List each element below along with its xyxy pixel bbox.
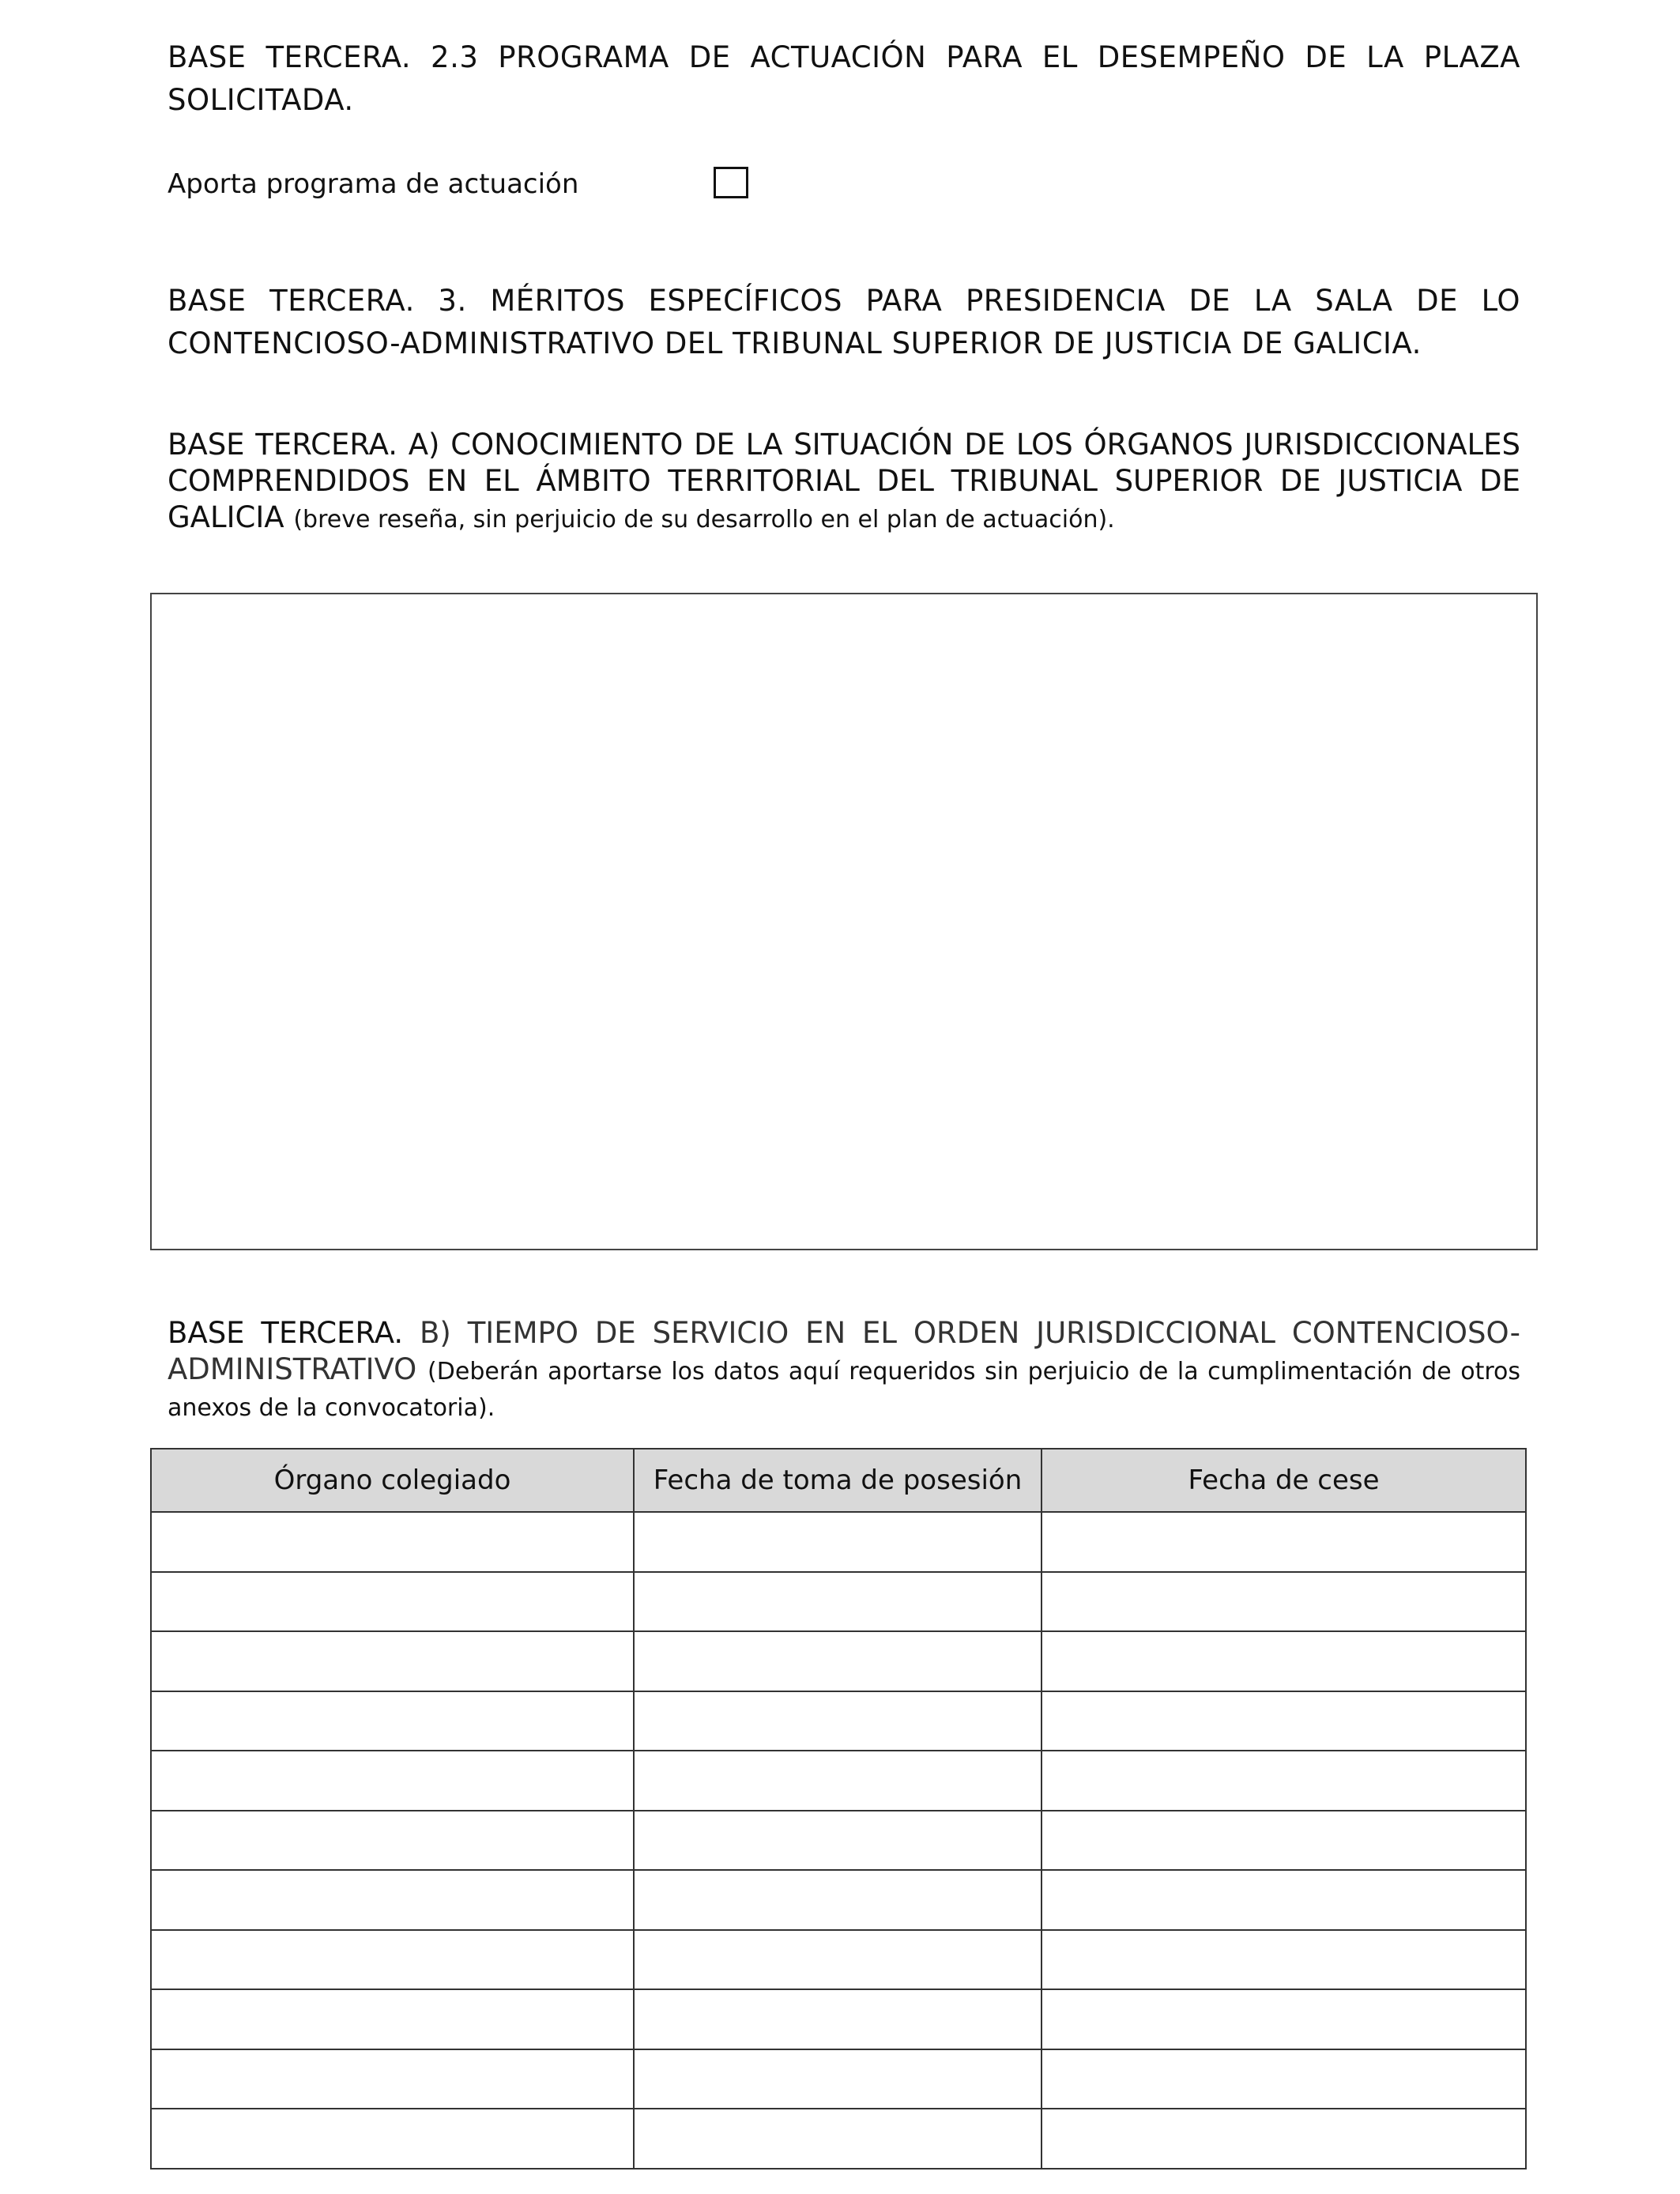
organo-cell[interactable]	[151, 1989, 634, 2049]
organo-cell[interactable]	[151, 1811, 634, 1871]
table-row	[151, 2049, 1526, 2109]
section-2-3-heading: BASE TERCERA. 2.3 PROGRAMA DE ACTUACIÓN PARA EL DESEMPEÑO DE LA PLAZA SOLICITADA.	[168, 40, 1520, 117]
section-b-title: B) TIEMPO DE SERVICIO EN EL ORDEN JURISDICCIONAL CONTENCIOSO-ADMINISTRATIVO	[168, 1316, 1520, 1386]
fecha-cese-cell[interactable]	[1042, 1930, 1526, 1990]
table-row	[151, 1691, 1526, 1751]
fecha-toma-cell[interactable]	[634, 1870, 1042, 1930]
aporta-programa-checkbox[interactable]	[714, 167, 748, 198]
column-header-fecha-toma: Fecha de toma de posesión	[634, 1449, 1042, 1512]
organo-cell[interactable]	[151, 1512, 634, 1572]
fecha-toma-cell[interactable]	[634, 1572, 1042, 1632]
fecha-cese-cell[interactable]	[1042, 1751, 1526, 1811]
table-row	[151, 2109, 1526, 2169]
service-time-table	[150, 1448, 1527, 2169]
section-b-heading	[168, 1315, 1520, 1424]
fecha-toma-cell[interactable]	[634, 2049, 1042, 2109]
fecha-cese-cell[interactable]	[1042, 1989, 1526, 2049]
section-b-note-open: (	[428, 1358, 437, 1385]
aporta-programa-label: Aporta programa de actuación	[168, 168, 579, 200]
table-row	[151, 1930, 1526, 1990]
section-b-note-close: ).	[478, 1394, 495, 1422]
aporta-programa-row	[168, 164, 800, 204]
fecha-toma-cell[interactable]	[634, 1811, 1042, 1871]
section-a-note: (breve reseña, sin perjuicio de su desarrollo en el plan de actuación).	[293, 506, 1115, 533]
fecha-toma-cell[interactable]	[634, 1751, 1042, 1811]
fecha-cese-cell[interactable]	[1042, 1631, 1526, 1691]
fecha-cese-cell[interactable]	[1042, 1572, 1526, 1632]
table-row	[151, 1811, 1526, 1871]
section-a-text-box[interactable]	[150, 593, 1538, 1250]
table-row	[151, 1989, 1526, 2049]
table-row	[151, 1870, 1526, 1930]
fecha-toma-cell[interactable]	[634, 1989, 1042, 2049]
column-header-fecha-cese: Fecha de cese	[1042, 1449, 1526, 1512]
table-row	[151, 1631, 1526, 1691]
fecha-toma-cell[interactable]	[634, 1631, 1042, 1691]
section-b-note-text: Deberán aportarse los datos aquí requeridos sin perjuicio de la cumplimentación de otros anexos de la convocatoria	[168, 1358, 1520, 1422]
organo-cell[interactable]	[151, 1930, 634, 1990]
table-header-row	[151, 1449, 1526, 1512]
fecha-cese-cell[interactable]	[1042, 1691, 1526, 1751]
table-row	[151, 1512, 1526, 1572]
organo-cell[interactable]	[151, 1751, 634, 1811]
organo-cell[interactable]	[151, 1572, 634, 1632]
fecha-toma-cell[interactable]	[634, 1691, 1042, 1751]
section-a-heading	[168, 427, 1520, 536]
fecha-cese-cell[interactable]	[1042, 1512, 1526, 1572]
organo-cell[interactable]	[151, 1691, 634, 1751]
fecha-cese-cell[interactable]	[1042, 2109, 1526, 2169]
organo-cell[interactable]	[151, 1631, 634, 1691]
fecha-toma-cell[interactable]	[634, 1930, 1042, 1990]
section-3-heading: BASE TERCERA. 3. MÉRITOS ESPECÍFICOS PARA PRESIDENCIA DE LA SALA DE LO CONTENCIOSO-ADMINISTRATIVO DEL TRIBUNAL SUPERIOR DE JUSTICIA DE GALICIA.	[168, 284, 1520, 360]
organo-cell[interactable]	[151, 1870, 634, 1930]
column-header-organo: Órgano colegiado	[151, 1449, 634, 1512]
organo-cell[interactable]	[151, 2109, 634, 2169]
table-row	[151, 1572, 1526, 1632]
fecha-cese-cell[interactable]	[1042, 1870, 1526, 1930]
fecha-toma-cell[interactable]	[634, 1512, 1042, 1572]
organo-cell[interactable]	[151, 2049, 634, 2109]
table-row	[151, 1751, 1526, 1811]
section-b-prefix: BASE TERCERA.	[168, 1316, 404, 1350]
fecha-toma-cell[interactable]	[634, 2109, 1042, 2169]
fecha-cese-cell[interactable]	[1042, 1811, 1526, 1871]
fecha-cese-cell[interactable]	[1042, 2049, 1526, 2109]
section-a-title: BASE TERCERA. A) CONOCIMIENTO DE LA SITUACIÓN DE LOS ÓRGANOS JURISDICCIONALES COMPRENDIDOS EN EL ÁMBITO TERRITORIAL DEL TRIBUNAL SUPERIOR DE JUSTICIA DE GALICIA	[168, 428, 1520, 534]
